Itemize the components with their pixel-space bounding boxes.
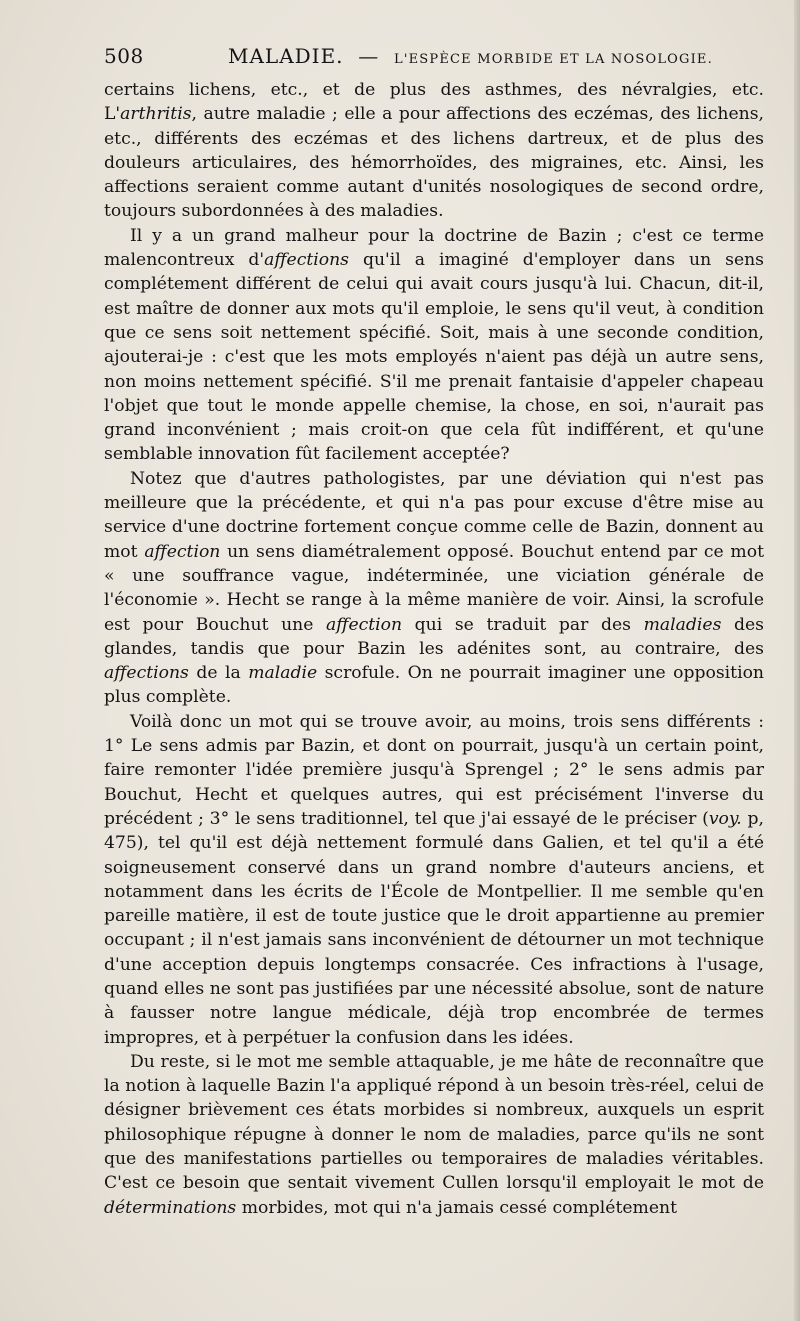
- italic-text: affection: [326, 614, 403, 635]
- page-edge: [794, 0, 800, 1321]
- italic-text: maladie: [248, 663, 318, 684]
- italic-text: déterminations: [104, 1197, 237, 1218]
- text-run: Notez que d'autres pathologistes, par une déviation qui n'est pas meilleure que la précédente, et qui n'a pas pour excuse d'être mise au service d'une doctrine fortement conçue comme celle de Bazin, donnent au mot: [104, 468, 764, 562]
- paragraph: [104, 224, 764, 467]
- text-run: qui se traduit par des: [402, 614, 644, 635]
- text-run: Voilà donc un mot qui se trouve avoir, au moins, trois sens différents : 1° Le sens admis par Bazin, et dont on pourrait, jusqu'à un certain point, faire remonter l'idée première jusqu'à Sprengel ; 2° le sens admis par Bouchut, Hecht et quelques autres, qui est précisément l'inverse du précédent ; 3° le sens traditionnel, tel que j'ai essayé de le préciser (: [104, 711, 764, 829]
- paragraph: [104, 467, 764, 710]
- text-run: Du reste, si le mot me semble attaquable, je me hâte de reconnaître que la notion à laquelle Bazin l'a appliqué répond à un besoin très-réel, celui de désigner brièvement ces états morbides si nombreux, auxquels un esprit philosophique répugne à donner le nom de maladies, parce qu'ils ne sont que des manifestations partielles ou temporaires de maladies véritables. C'est ce besoin que sentait vivement Cullen lorsqu'il employait le mot de: [104, 1051, 764, 1194]
- text-run: un sens diamétralement opposé. Bouchut entend par ce mot « une souffrance vague, indéterminée, une viciation générale de l'économie ». Hecht se range à la même manière de voir. Ainsi, la scrofule est pour Bouchut une: [104, 541, 764, 635]
- paragraph: [104, 710, 764, 1050]
- italic-text: voy.: [708, 808, 742, 829]
- text-run: p, 475), tel qu'il est déjà nettement formulé dans Galien, et tel qu'il a été soigneusement conservé dans un grand nombre d'auteurs anciens, et notamment dans les écrits de l'École de Montpellier. Il me semble qu'en pareille matière, il est de toute justice que le droit appartienne au premier occupant ; il n'est jamais sans inconvénient de détourner un mot technique d'une acception depuis longtemps consacrée. Ces infractions à l'usage, quand elles ne sont pas justifiées par une nécessité absolue, sont de nature à fausser notre langue médicale, déjà trop encombrée de termes impropres, et à perpétuer la confusion dans les idées.: [104, 808, 764, 1048]
- italic-text: arthritis: [120, 104, 192, 125]
- text-run: Il y a un grand malheur pour la doctrine de Bazin ; c'est ce terme malencontreux d': [104, 225, 764, 271]
- text-run: certains lichens, etc., et de plus des asthmes, des névralgies, etc. L': [104, 80, 764, 125]
- text-run: , autre maladie ; elle a pour affections des eczémas, des lichens, etc., différents des eczémas et des lichens dartreux, et de plus des douleurs articulaires, des hémorrhoïdes, des migraines, etc. Ainsi, les affections seraient comme autant d'unités nosologiques de second ordre, toujours subordonnées à des maladies.: [104, 104, 764, 222]
- italic-text: affections: [104, 663, 189, 684]
- text-run: qu'il a imaginé d'employer dans un sens complétement différent de celui qui avait cours jusqu'à lui. Chacun, dit-il, est maître de donner aux mots qu'il emploie, le sens qu'il veut, à condition que ce sens soit nettement spécifié. Soit, mais à une seconde condition, ajouterai-je : c'est que les mots employés n'aient pas déjà un autre sens, non moins nettement spécifié. S'il me prenait fantaisie d'appeler chapeau l'objet que tout le monde appelle chemise, la chose, en soi, n'aurait pas grand inconvénient ; mais croit-on que cela fût indifférent, et qu'une semblable innovation fût facilement acceptée?: [104, 250, 764, 465]
- running-title-subtitle: L'ESPÈCE MORBIDE ET LA NOSOLOGIE.: [393, 52, 713, 67]
- running-header: [104, 44, 764, 74]
- body-text: [104, 78, 764, 1220]
- text-run: morbides, mot qui n'a jamais cessé complétement: [236, 1197, 677, 1218]
- italic-text: affections: [264, 250, 349, 271]
- running-title: [228, 44, 713, 68]
- paragraph: [104, 1050, 764, 1220]
- running-title-dash: —: [358, 44, 380, 68]
- italic-text: maladies: [643, 614, 722, 635]
- text-run: des glandes, tandis que pour Bazin les adénites sont, au contraire, des: [104, 614, 764, 659]
- text-run: scrofule. On ne pourrait imaginer une opposition plus complète.: [104, 663, 765, 708]
- running-title-main: MALADIE.: [228, 44, 344, 68]
- page-number: 508: [104, 44, 144, 68]
- paragraph: [104, 78, 764, 224]
- italic-text: affection: [144, 541, 221, 562]
- text-run: de la: [188, 663, 249, 684]
